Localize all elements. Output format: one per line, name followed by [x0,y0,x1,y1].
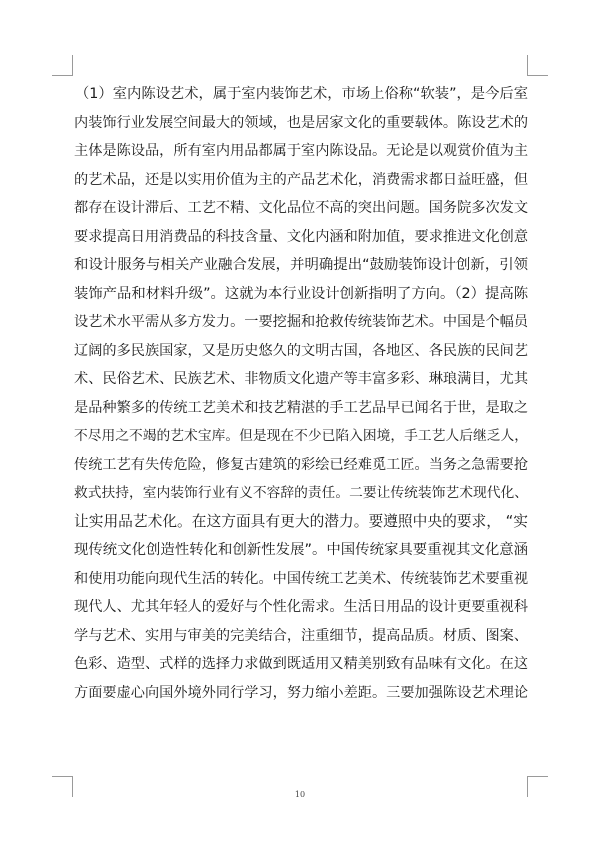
text-line: 要求提高日用消费品的科技含量、文化内涵和附加值，要求推进文化创意 [74,228,528,245]
text-line: 让实用品艺术化。在这方面具有更大的潜力。要遵照中央的要求， “实 [74,512,528,530]
text-line: 和设计服务与相关产业融合发展，并明确提出“鼓励装饰设计创新，引领 [74,257,528,273]
crop-mark-top-right [527,55,548,76]
text-line: 设艺术水平需从多方发力。一要挖掘和抢救传统装饰艺术。中国是个幅员 [74,314,528,330]
text-line: 不尽用之不竭的艺术宝库。但是现在不少已陷入困境，手工艺人后继乏人， [74,428,528,444]
text-line: 装饰产品和材料升级”。这就为本行业设计创新指明了方向。（2）提高陈 [74,285,528,302]
text-line: 方面要虚心向国外境外同行学习，努力缩小差距。三要加强陈设艺术理论 [74,684,528,701]
text-line: 内装饰行业发展空间最大的领域，也是居家文化的重要载体。陈设艺术的 [74,114,528,131]
text-line: 救式扶持，室内装饰行业有义不容辞的责任。二要让传统装饰艺术现代化、 [74,485,528,501]
body-text [74,80,528,707]
text-line: 都存在设计滞后、工艺不精、文化品位不高的突出问题。国务院多次发文 [74,200,528,216]
text-line: 传统工艺有失传危险，修复古建筑的彩绘已经难觅工匠。当务之急需要抢 [74,456,528,473]
text-line: （1）室内陈设艺术，属于室内装饰艺术，市场上俗称“软装”，是今后室 [75,86,528,102]
text-line: 术、民俗艺术、民族艺术、非物质文化遗产等丰富多彩、琳琅满目，尤其 [74,371,528,387]
text-line: 现传统文化创造性转化和创新性发展”。中国传统家具要重视其文化意涵 [74,542,528,558]
text-line: 学与艺术、实用与审美的完美结合，注重细节，提高品质。材质、图案、 [74,627,528,644]
text-line: 现代人、尤其年轻人的爱好与个性化需求。生活日用品的设计更要重视科 [74,599,528,615]
text-line: 辽阔的多民族国家，又是历史悠久的文明古国，各地区、各民族的民间艺 [74,342,528,359]
text-line: 的艺术品，还是以实用价值为主的产品艺术化，消费需求都日益旺盛，但 [74,171,528,188]
crop-mark-top-left [52,55,73,76]
text-line: 和使用功能向现代生活的转化。中国传统工艺美术、传统装饰艺术要重视 [74,570,528,587]
text-line: 主体是陈设品，所有室内用品都属于室内陈设品。无论是以观赏价值为主 [74,143,528,159]
text-line: 是品种繁多的传统工艺美术和技艺精湛的手工艺品早已闻名于世，是取之 [74,399,528,416]
text-line: 色彩、造型、式样的选择力求做到既适用又精美别致有品味有文化。在这 [74,656,528,672]
page-number: 10 [294,790,306,799]
